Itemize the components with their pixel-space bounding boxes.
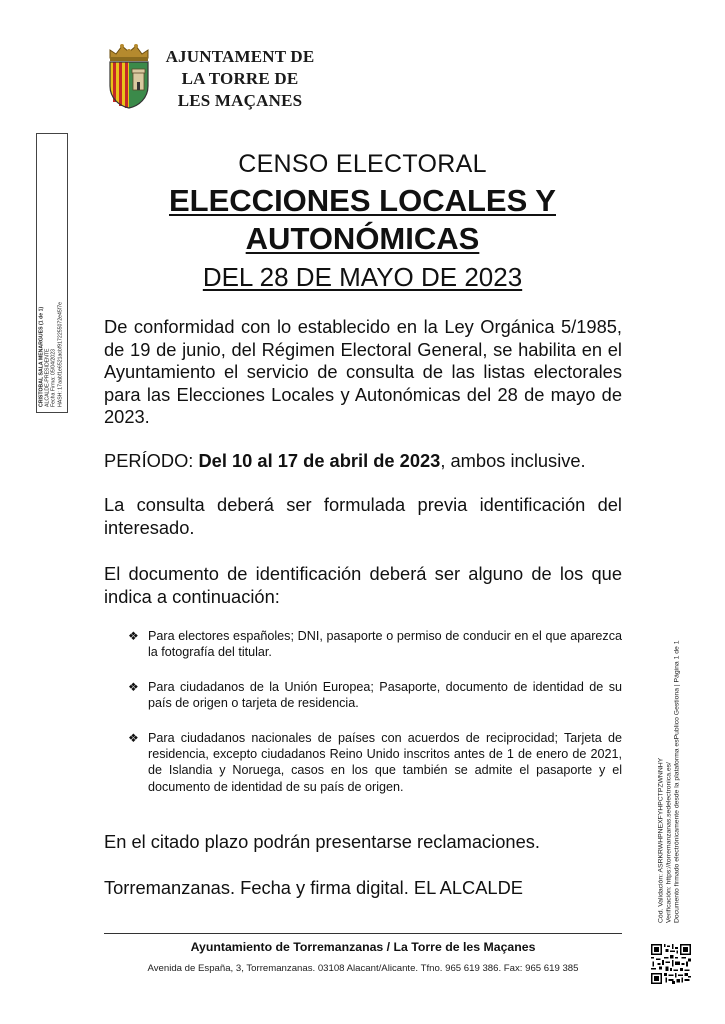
signer-name: CRISTOBAL SALA MENARGUES (1 de 1) <box>38 306 45 407</box>
list-item-text: Para ciudadanos nacionales de países con acuerdos de reciprocidad; Tarjeta de residencia, excepto ciudadanos Reino Unido inscritos antes de 1 de enero de 2021, de Islandia y Noruega, casos en los que también se admite el pasaporte y el documento de identidad de su país de origen. <box>148 731 622 794</box>
period-suffix: , ambos inclusive. <box>440 450 586 471</box>
period-paragraph <box>104 450 622 473</box>
signature-hash: HASH: 17aabf1e6521acbf9172255072e45f7e <box>57 302 64 407</box>
title-censo: CENSO ELECTORAL <box>238 150 487 178</box>
signer-role: ALCALDE-PRESIDENTE <box>44 348 51 407</box>
title-elecciones <box>0 182 725 258</box>
intro-paragraph: De conformidad con lo establecido en la Ley Orgánica 5/1985, de 19 de junio, del Régimen Electoral General, se habilita en el Ayuntamiento el servicio de consulta de las listas electorales para las Elecciones Locales y Autonómicas del 28 de mayo de 2023. <box>104 316 622 427</box>
list-item-text: Para electores españoles; DNI, pasaporte o permiso de conducir en el que aparezca la fotografía del titular. <box>148 629 622 660</box>
title-elecciones-line1: ELECCIONES LOCALES Y <box>169 183 556 218</box>
firma-paragraph: Torremanzanas. Fecha y firma digital. EL ALCALDE <box>104 877 523 898</box>
period-value: Del 10 al 17 de abril de 2023 <box>198 450 441 471</box>
title-elecciones-line2: AUTONÓMICAS <box>245 221 480 256</box>
period-label: PERÍODO: <box>104 450 199 471</box>
reclamaciones-paragraph: En el citado plazo podrán presentarse reclamaciones. <box>104 831 540 852</box>
footer-title: Ayuntamiento de Torremanzanas / La Torre de les Maçanes <box>190 940 536 954</box>
footer-divider <box>104 933 622 934</box>
documento-paragraph: El documento de identificación deberá ser alguno de los que indica a continuación: <box>104 563 622 607</box>
list-item <box>128 679 622 711</box>
qr-code-icon <box>651 944 691 984</box>
footer-address: Avenida de España, 3, Torremanzanas. 03108 Alacant/Alicante. Tfno. 965 619 386. Fax: 965 619 385 <box>147 963 579 974</box>
diamond-bullet-icon: ❖ <box>128 680 139 694</box>
platform-note: Documento firmado electrónicamente desde la plataforma esPublico Gestiona | Página 1 de 1 <box>674 640 682 923</box>
consulta-paragraph: La consulta deberá ser formulada previa identificación del interesado. <box>104 494 622 538</box>
validation-code: Cód. Validación: ASRKRWHPNEXFYHPCTPZWNNHY <box>657 757 665 923</box>
verification-url[interactable]: Verificación: https://torremanzanas.sedelectronica.es/ <box>665 762 673 923</box>
list-item <box>128 730 622 795</box>
diamond-bullet-icon: ❖ <box>128 629 139 643</box>
list-item-text: Para ciudadanos de la Unión Europea; Pasaporte, documento de identidad de su país de origen o tarjeta de residencia. <box>148 680 622 711</box>
org-name-line1: AJUNTAMENT DE <box>165 47 315 66</box>
coat-of-arms-icon <box>106 42 152 110</box>
title-date <box>0 262 725 293</box>
list-item <box>128 628 622 660</box>
organization-name <box>160 46 320 112</box>
title-date-text: DEL 28 DE MAYO DE 2023 <box>202 262 523 292</box>
verification-text <box>658 623 683 923</box>
org-name-line3: LES MAÇANES <box>177 91 303 110</box>
signature-date: Fecha Firma: 05/04/2023 <box>51 349 57 407</box>
org-name-line2: LA TORRE DE <box>181 69 299 88</box>
diamond-bullet-icon: ❖ <box>128 731 139 745</box>
